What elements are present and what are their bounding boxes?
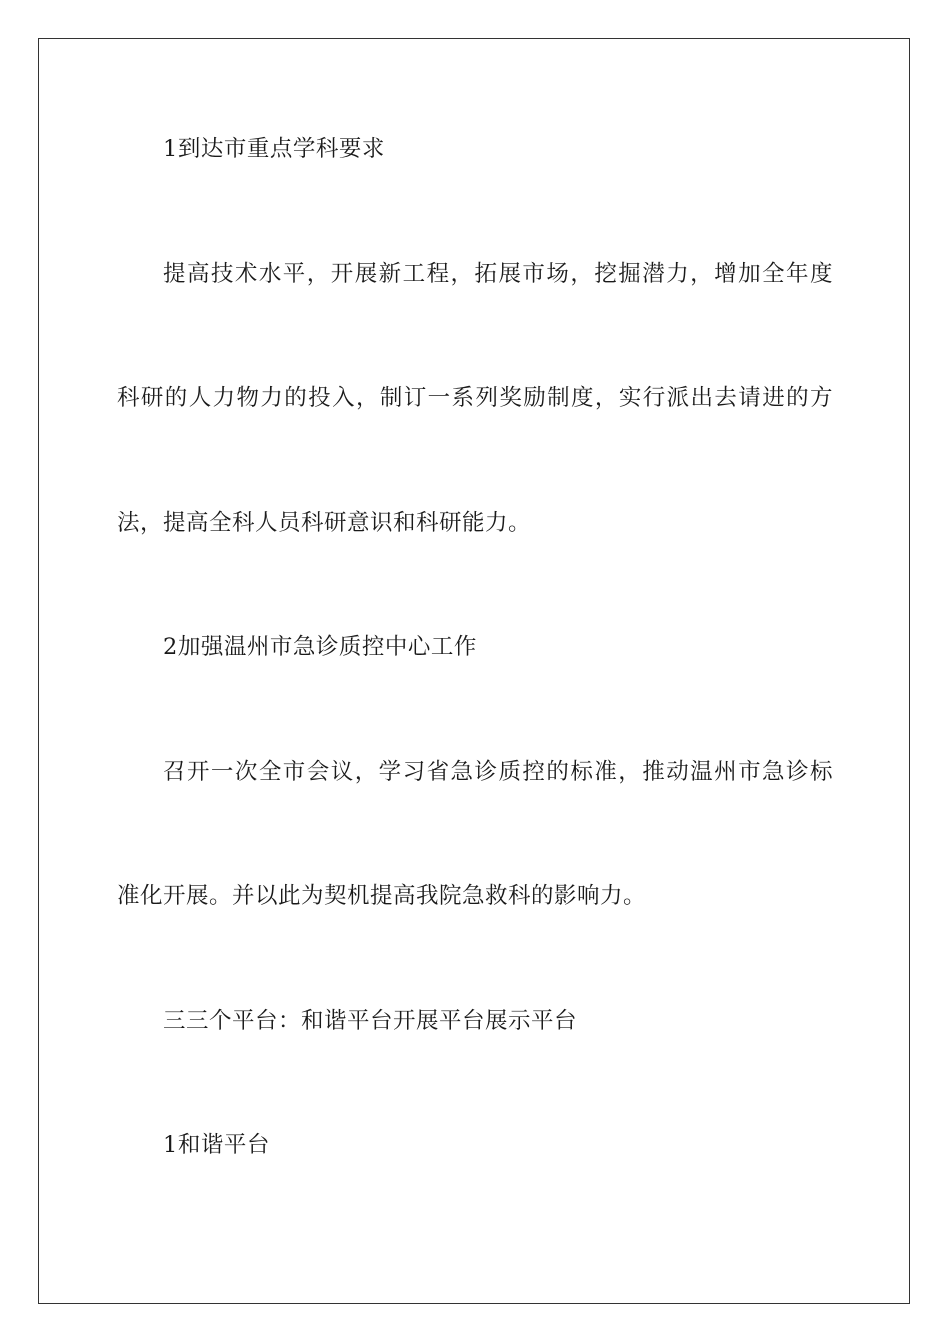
page-border [38,38,910,1304]
paragraph-line: 科研的人力物力的投入，制订一系列奖励制度，实行派出去请进的方 [117,385,833,411]
section-heading-quality-control: 2加强温州市急诊质控中心工作 [163,634,477,660]
paragraph-line: 法，提高全科人员科研意识和科研能力。 [117,510,532,536]
section-heading-three-platforms: 三三个平台：和谐平台开展平台展示平台 [163,1008,578,1034]
paragraph-line: 提高技术水平，开展新工程，拓展市场，挖掘潜力，增加全年度 [163,261,833,287]
paragraph-line: 召开一次全市会议，学习省急诊质控的标准，推动温州市急诊标 [163,759,833,785]
paragraph-line: 准化开展。并以此为契机提高我院急救科的影响力。 [117,883,647,909]
section-heading-key-discipline: 1到达市重点学科要求 [163,136,385,162]
section-heading-harmony-platform: 1和谐平台 [163,1132,270,1158]
